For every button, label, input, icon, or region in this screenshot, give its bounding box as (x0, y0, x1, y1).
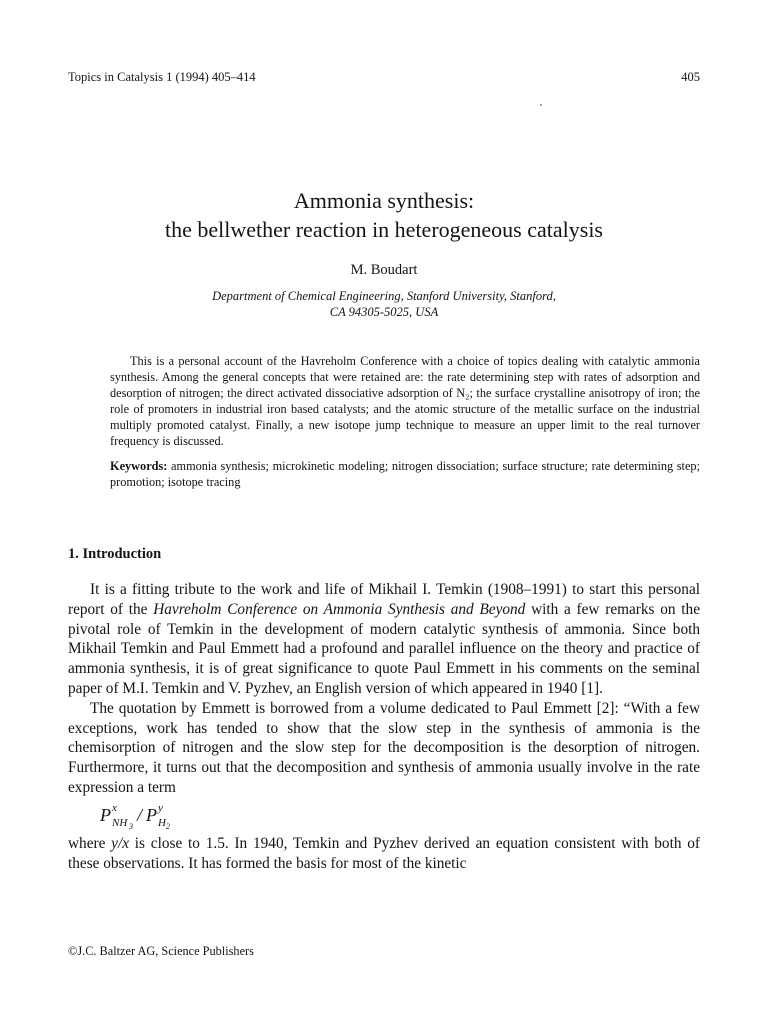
article-title (0, 186, 768, 244)
eq-p1: P (100, 804, 111, 825)
title-line-1: Ammonia synthesis: (293, 188, 475, 213)
body-text (68, 580, 700, 873)
copyright-footer: ©J.C. Baltzer AG, Science Publishers (68, 944, 254, 958)
eq-sup-x: x (112, 801, 117, 814)
paragraph-1-part-a: It is a fitting tribute to the work and life of Mikhail I. Temkin (1908–1991) to start this personal report of the (68, 581, 700, 618)
section-heading: 1. Introduction (68, 546, 162, 562)
page-number: 405 (681, 70, 700, 84)
affiliation-line-2: CA 94305-5025, USA (329, 305, 439, 319)
keywords (110, 458, 700, 490)
eq-sub-nh: NH (112, 816, 128, 829)
author-name: M. Boudart (350, 262, 418, 278)
eq-slash: / (137, 804, 143, 825)
paragraph-2: The quotation by Emmett is borrowed from a volume dedicated to Paul Emmett [2]: “With a few exceptions, work has tended to show that the slow step in the synthesis of ammonia is the chemisorption of nitrogen and the slow step for the decomposition is the desorption of nitrogen. Furthermore, it turns out that the decomposition and synthesis of ammonia usually involve in the rate expression a term (68, 699, 700, 796)
paragraph-3-part-b: is close to 1.5. In 1940, Temkin and Pyzhev derived an equation consistent with both of these observations. It has formed the basis for most of the kinetic (68, 834, 700, 872)
affiliation-line-1: Department of Chemical Engineering, Stanford University, Stanford, (212, 289, 556, 303)
eq-sub-h: H (158, 816, 166, 829)
eq-sub-2: 2 (166, 821, 170, 831)
eq-p2: P (146, 804, 157, 825)
abstract (110, 353, 700, 490)
scan-speck (540, 104, 542, 106)
equation-partial-pressure-ratio (100, 801, 700, 831)
paragraph-1 (68, 580, 700, 699)
eq-sub-3: 3 (129, 821, 133, 831)
ratio-y-over-x: y/x (111, 834, 130, 852)
running-header (68, 70, 700, 85)
author-affiliation (0, 288, 768, 320)
equation-svg (100, 801, 260, 831)
abstract-text: This is a personal account of the Havreholm Conference with a choice of topics dealing with catalytic ammonia synthesis. Among the general concepts that were retained are: the rate determining step with rates of adsorption and desorption of nitrogen; the direct activated dissociative adsorption of N₂; the surface crystalline anisotropy of iron; the role of promoters in industrial iron based catalysts; and the atomic structure of the metallic surface on the industrial multiply promoted catalyst. Finally, a new isotope jump technique to measure an upper limit to the real turnover frequency is discussed. (110, 354, 700, 448)
eq-sup-y: y (158, 801, 163, 814)
paragraph-3-part-a: where (68, 834, 112, 852)
paragraph-1-part-b: with a few remarks on the pivotal role of Temkin in the development of modern catalytic synthesis of ammonia. Since both Mikhail Temkin and Paul Emmett had a profound and parallel influence on the theory and practice of ammonia synthesis, it is of great significance to quote Paul Emmett in his comments on the seminal paper of M.I. Temkin and V. Pyzhev, an English version of which appeared in 1940 [1]. (68, 600, 700, 697)
journal-citation: Topics in Catalysis 1 (1994) 405–414 (68, 70, 256, 84)
paragraph-3 (68, 834, 700, 874)
title-line-2: the bellwether reaction in heterogeneous catalysis (165, 217, 603, 242)
keywords-list: ammonia synthesis; microkinetic modeling; nitrogen dissociation; surface structure; rate determining step; promotion; isotope tracing (110, 459, 700, 489)
conference-name: Havreholm Conference on Ammonia Synthesis and Beyond (153, 600, 526, 618)
keywords-label: Keywords: (110, 459, 168, 473)
